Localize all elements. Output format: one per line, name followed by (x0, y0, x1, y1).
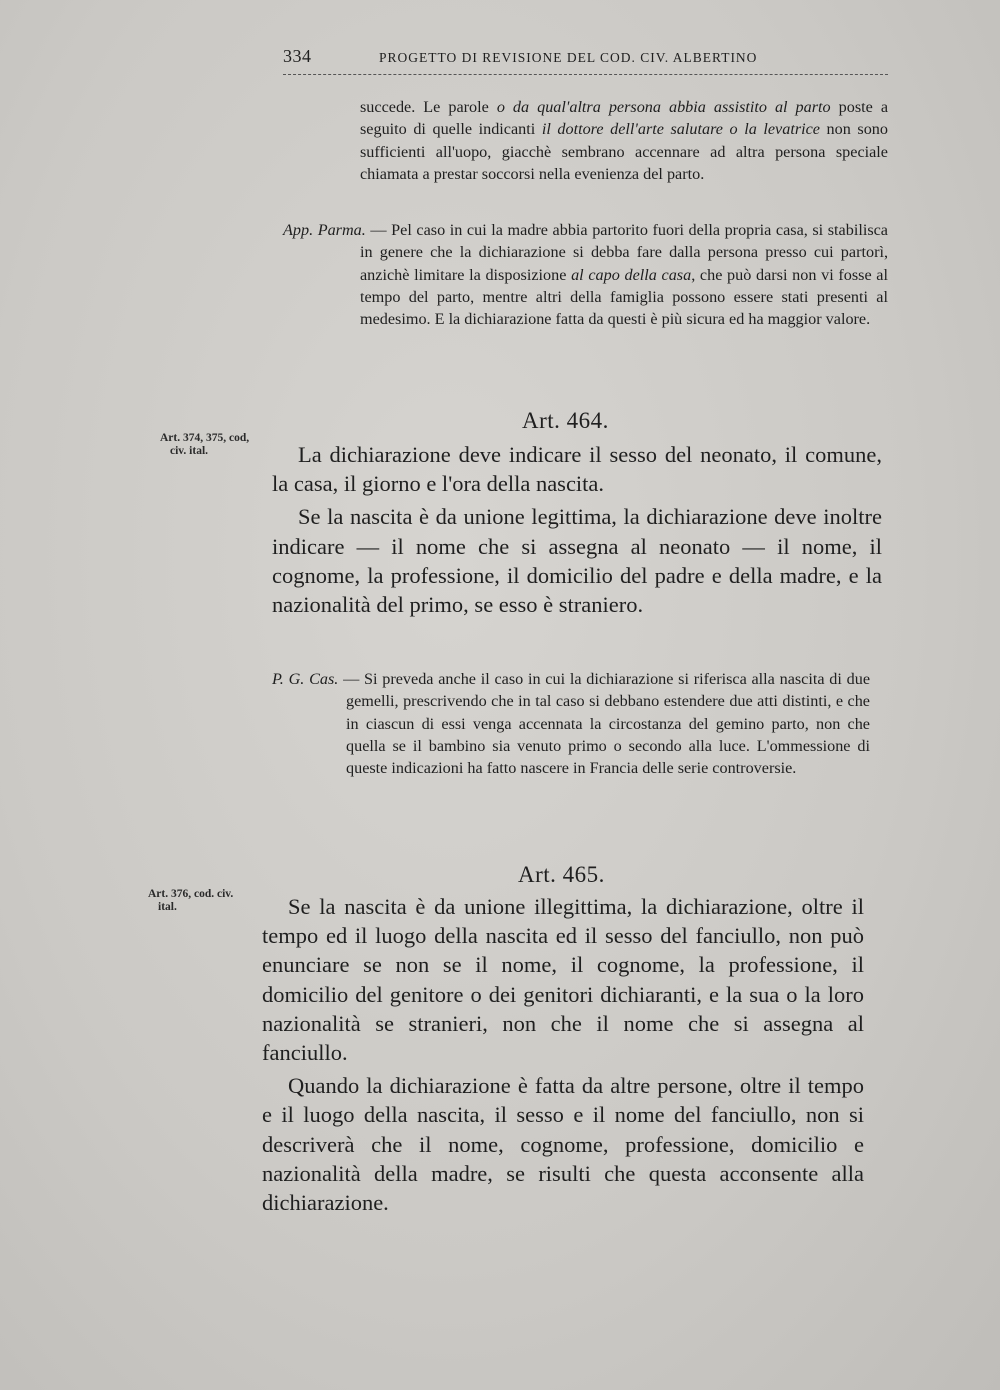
note-text: poste a seguito di quelle indicanti (360, 98, 889, 139)
note-text: — Pel caso in cui la madre abbia partorito fuori della propria casa, si stabilisca in genere che la dichiarazione si debba fare dalla persona presso cui partorì, anzichè limitare la disposizione (360, 221, 888, 284)
article-paragraph: La dichiarazione deve indicare il sesso del neonato, il comune, la casa, il giorno e l'ora della nascita. (272, 442, 882, 497)
note-text: , che può darsi non vi fosse al tempo del parto, mentre altri della famiglia possono essere stati presenti al medesimo. E la dichiarazione fatta da questi è più sicura ed ha maggior valore. (360, 265, 888, 329)
page-header (283, 46, 888, 75)
margin-ref-line: civ. ital. (170, 445, 209, 457)
note-quote: o da qual'altra persona abbia assistito al parto (496, 98, 831, 116)
note-continuation (360, 96, 888, 185)
note-parma (283, 219, 888, 330)
article-heading-465: Art. 465. (518, 862, 605, 887)
article-body-464 (272, 440, 882, 619)
note-pgcas (272, 668, 870, 779)
note-text: — Si preveda anche il caso in cui la dichiarazione si riferisca alla nascita di due gemelli, prescrivendo che in tal caso si debbano estendere due atti distinti, e che in ciascun di essi venga accennata la circostanza del gemino parto, non che quella se il bambino sia venuto primo o secondo alla luce. L'ommessione di queste indicazioni ha fatto nascere in Francia delle serie controversie. (338, 670, 871, 778)
note-label: App. Parma. (283, 221, 366, 239)
margin-ref-line: Art. 376, cod. civ. (148, 888, 234, 900)
margin-ref-line: Art. 374, 375, cod, (160, 432, 250, 444)
note-text: succede. Le parole (360, 98, 497, 116)
article-paragraph: Se la nascita è da unione illegittima, la dichiarazione, oltre il tempo ed il luogo della nascita ed il sesso del fanciullo, non può enunciare se non se il nome, il cognome, la professione, il domicilio del genitore o dei genitori dichiaranti, e la sua o la loro nazionalità se stranieri, non che il nome che si assegna al fanciullo. (262, 894, 864, 1066)
margin-ref-line: ital. (158, 901, 177, 913)
margin-reference-art464 (160, 432, 280, 458)
article-paragraph: Se la nascita è da unione legittima, la dichiarazione deve inoltre indicare — il nome che si assegna al neonato — il nome, il cognome, la professione, il domicilio del padre e della madre, e la nazionalità del primo, se esso è straniero. (272, 504, 882, 618)
page-number: 334 (283, 46, 312, 66)
note-label: P. G. Cas. (272, 670, 339, 688)
article-body-465 (262, 892, 864, 1217)
note-text: non sono sufficienti all'uopo, giacchè sembrano accennare ad altra persona speciale chiamata a prestar soccorsi nella evenienza del parto. (360, 120, 888, 183)
note-quote: il dottore dell'arte salutare o la levatrice (541, 120, 820, 139)
running-title: PROGETTO DI REVISIONE DEL COD. CIV. ALBERTINO (379, 50, 758, 65)
margin-reference-art465 (148, 888, 268, 914)
note-quote: al capo della casa (571, 265, 692, 284)
article-heading-464: Art. 464. (522, 408, 609, 433)
article-paragraph: Quando la dichiarazione è fatta da altre persone, oltre il tempo e il luogo della nascita, il sesso e il nome del fanciullo, non si descriverà che il nome, cognome, professione, domicilio e nazionalità della madre, se risulti che questa acconsente alla dichiarazione. (262, 1073, 864, 1216)
